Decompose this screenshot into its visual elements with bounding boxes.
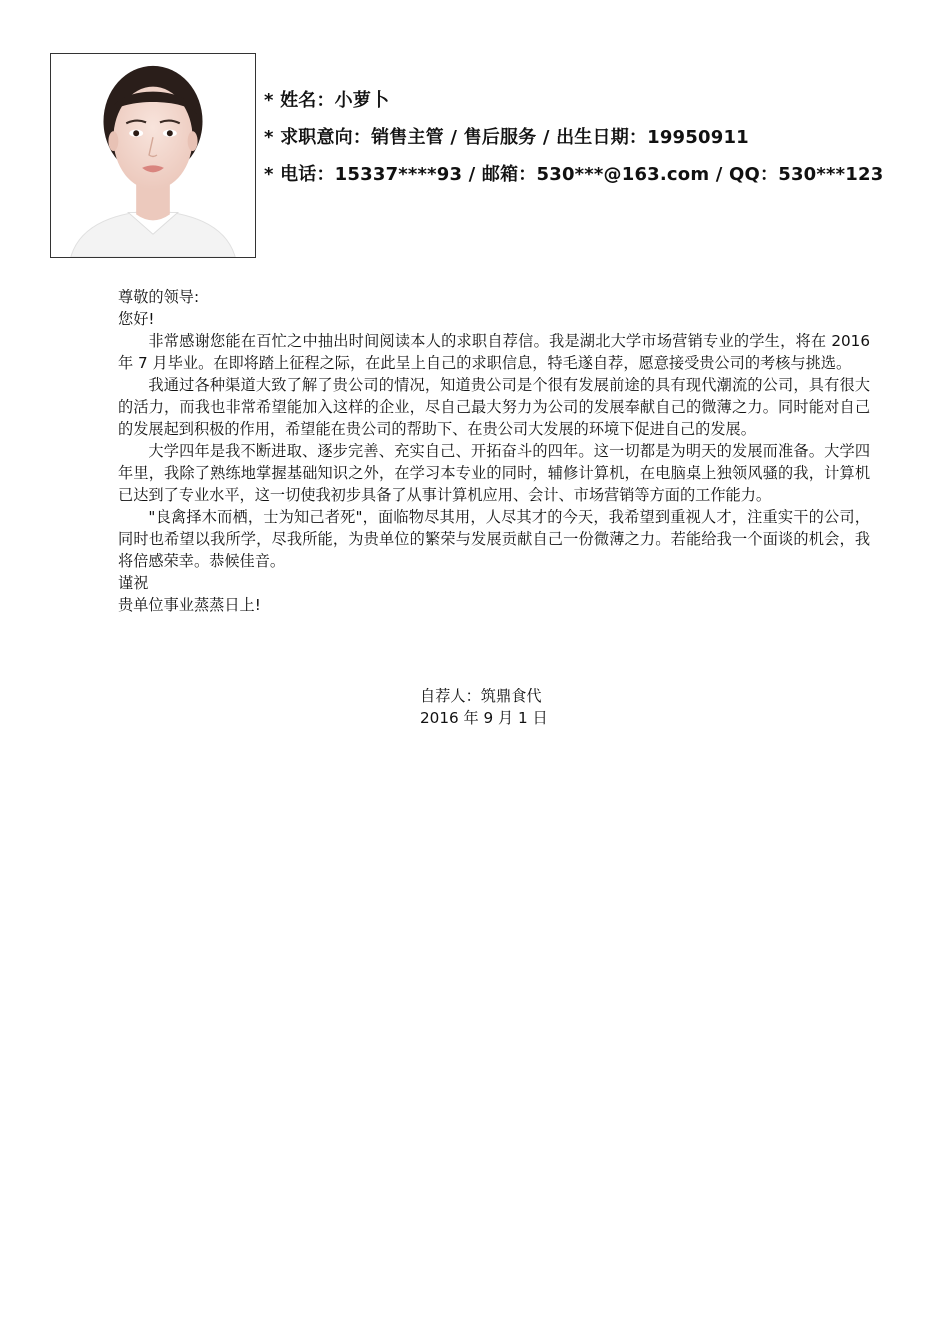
- letter-date: 2016 年 9 月 1 日: [420, 709, 548, 727]
- profile-photo: [50, 53, 256, 258]
- paragraph-4: "良禽择木而栖，士为知己者死"，面临物尽其用，人尽其才的今天，我希望到重视人才，注重实干的公司，同时也希望以我所学，尽我所能，为贵单位的繁荣与发展贡献自己一份微薄之力。若能给我一个面谈的机会，我将倍感荣幸。恭候佳音。: [118, 508, 870, 570]
- salutation: 尊敬的领导:: [118, 288, 200, 306]
- contact-line: * 电话：15337****93 / 邮箱：530***@163.com / QQ：530***123: [264, 164, 884, 185]
- profile-header: [264, 82, 944, 193]
- paragraph-2: 我通过各种渠道大致了解了贵公司的情况，知道贵公司是个很有发展前途的具有现代潮流的公司，具有很大的活力，而我也非常希望能加入这样的企业，尽自己最大努力为公司的发展奉献自己的微薄之力。同时能对自己的发展起到积极的作用，希望能在贵公司的帮助下、在贵公司大发展的环境下促进自己的发展。: [118, 376, 870, 438]
- name-line: * 姓名：小萝卜: [264, 90, 390, 111]
- portrait-photo-icon: [51, 54, 255, 257]
- closing-wish: 谨祝: [118, 574, 149, 592]
- paragraph-1: 非常感谢您能在百忙之中抽出时间阅读本人的求职自荐信。我是湖北大学市场营销专业的学生，将在 2016 年 7 月毕业。在即将踏上征程之际，在此呈上自己的求职信息，特毛遂自荐，愿意接受贵公司的考核与挑选。: [118, 332, 870, 372]
- closing-blessing: 贵单位事业蒸蒸日上!: [118, 596, 261, 614]
- signature-block: [420, 685, 548, 729]
- cover-letter-body: [118, 286, 870, 616]
- paragraph-3: 大学四年是我不断进取、逐步完善、充实自己、开拓奋斗的四年。这一切都是为明天的发展而准备。大学四年里，我除了熟练地掌握基础知识之外，在学习本专业的同时，辅修计算机，在电脑桌上独领风骚的我，计算机已达到了专业水平，这一切使我初步具备了从事计算机应用、会计、市场营销等方面的工作能力。: [118, 442, 870, 504]
- signer-name: 自荐人：筑鼎食代: [420, 687, 542, 705]
- job-intent-line: * 求职意向：销售主管 / 售后服务 / 出生日期：19950911: [264, 127, 749, 148]
- greeting: 您好!: [118, 310, 155, 328]
